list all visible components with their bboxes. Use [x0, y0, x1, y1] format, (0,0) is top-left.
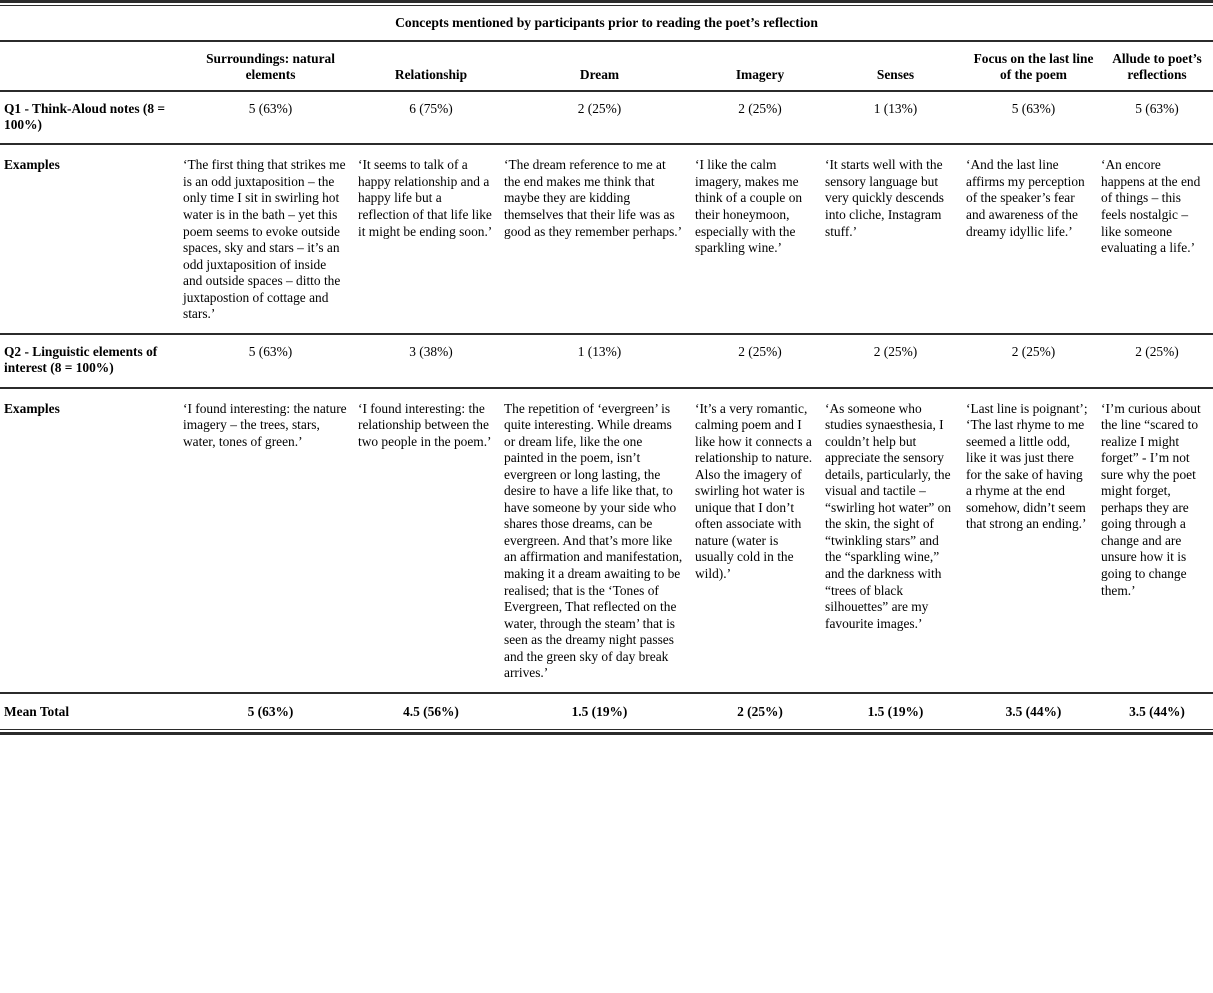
- cell-q1-imagery: 2 (25%): [738, 100, 782, 116]
- cell-q2-surroundings: 5 (63%): [248, 343, 293, 359]
- table-row-mean-total: [0, 694, 1213, 729]
- column-header-senses: Senses: [876, 67, 915, 83]
- cell-mean-surroundings: 5 (63%): [247, 703, 294, 719]
- column-header-relationship: Relationship: [394, 67, 468, 83]
- cell-q2-relationship: 3 (38%): [409, 343, 453, 359]
- cell-q2ex-senses: ‘As someone who studies synaesthesia, I couldn’t help but appreciate the sensory details, particularly, the visual and tactile – “swirling hot water” on the skin, the sight of “twinkling stars” and the “sparkling wine,” and the darkness with “trees of black silhouettes” are my favourite images.’: [825, 400, 952, 631]
- row-label-q1-examples: Examples: [4, 157, 60, 173]
- row-label-mean-total: Mean Total: [4, 703, 70, 719]
- table-header-row: [0, 42, 1213, 90]
- cell-mean-allude: 3.5 (44%): [1129, 703, 1185, 719]
- cell-q2-senses: 2 (25%): [873, 343, 918, 359]
- cell-mean-focus-last-line: 3.5 (44%): [1005, 703, 1062, 719]
- row-label-q1: Q1 - Think-Aloud notes (8 = 100%): [4, 100, 166, 133]
- rule-bottom-thin: [0, 729, 1213, 730]
- cell-q1-dream: 2 (25%): [577, 100, 622, 116]
- cell-q1ex-dream: ‘The dream reference to me at the end makes me think that maybe they are kidding themselves that their life was as good as they remember perhaps.’: [504, 157, 683, 239]
- column-header-dream: Dream: [579, 67, 620, 83]
- cell-q1ex-relationship: ‘It seems to talk of a happy relationship and a happy life but a reflection of that life like it might be ending soon.’: [358, 157, 493, 239]
- cell-q2-allude: 2 (25%): [1135, 343, 1179, 359]
- cell-mean-dream: 1.5 (19%): [571, 703, 628, 719]
- cell-q1-allude: 5 (63%): [1135, 100, 1179, 116]
- column-header-allude-poet-reflections: Allude to poet’s reflections: [1112, 51, 1202, 83]
- cell-q1-relationship: 6 (75%): [409, 100, 453, 116]
- cell-q1ex-allude: ‘An encore happens at the end of things – this feels nostalgic – like someone evaluating a life.’: [1101, 157, 1201, 256]
- cell-q2-dream: 1 (13%): [577, 343, 622, 359]
- column-header-imagery: Imagery: [735, 67, 785, 83]
- rule-top-thick: [0, 0, 1213, 3]
- cell-q2-imagery: 2 (25%): [738, 343, 782, 359]
- row-label-q2: Q2 - Linguistic elements of interest (8 = 100%): [4, 343, 158, 376]
- cell-q1ex-focus-last-line: ‘And the last line affirms my perception of the speaker’s fear and awareness of the dreamy idyllic life.’: [966, 157, 1085, 239]
- cell-q1ex-senses: ‘It starts well with the sensory language but very quickly descends into cliche, Instagram stuff.’: [825, 157, 944, 239]
- table-row-q2-stats: [0, 335, 1213, 387]
- cell-q2ex-relationship: ‘I found interesting: the relationship between the two people in the poem.’: [358, 400, 492, 449]
- cell-q1ex-imagery: ‘I like the calm imagery, makes me think of a couple on their honeymoon, especially with the sparkling wine.’: [695, 157, 803, 256]
- table-title: Concepts mentioned by participants prior to reading the poet’s reflection: [395, 15, 818, 30]
- cell-q1-surroundings: 5 (63%): [248, 100, 293, 116]
- concepts-table: [0, 42, 1213, 729]
- rule-bottom-thick: [0, 732, 1213, 735]
- cell-q1-focus-last-line: 5 (63%): [1011, 100, 1056, 116]
- row-label-q2-examples: Examples: [4, 400, 60, 416]
- cell-mean-relationship: 4.5 (56%): [403, 703, 459, 719]
- cell-q2ex-focus-last-line: ‘Last line is poignant’; ‘The last rhyme to me seemed a little odd, like it was just there for the sake of having a rhyme at the end somehow, didn’t seem that strong an ending.’: [966, 400, 1088, 532]
- cell-q2-focus-last-line: 2 (25%): [1011, 343, 1056, 359]
- cell-q2ex-surroundings: ‘I found interesting: the nature imagery – the trees, stars, water, tones of green.’: [183, 400, 347, 449]
- table-row-q1-stats: [0, 92, 1213, 144]
- cell-q1-senses: 1 (13%): [873, 100, 918, 116]
- table-row-q2-examples: [0, 389, 1213, 692]
- table-row-q1-examples: [0, 145, 1213, 332]
- cell-q2ex-imagery: ‘It’s a very romantic, calming poem and I like how it connects a relationship to nature. Also the imagery of swirling hot water is unique that I don’t often associate with nature (water is usually cold in the wild).’: [695, 400, 813, 581]
- header-row-label: [0, 42, 183, 90]
- column-header-focus-last-line: Focus on the last line of the poem: [973, 51, 1094, 83]
- cell-q2ex-dream: The repetition of ‘evergreen’ is quite interesting. While dreams or dream life, like the one painted in the poem, isn’t evergreen or long lasting, the desire to have a life like that, to have someone by your side who shares those dreams, can be evergreen. And that’s more like an affirmation and manifestation, making it a dream awaiting to be realised; that is the ‘Tones of Evergreen, That reflected on the water, through the steam’ that is seen as the dreamy night passes and the green sky of day break arrives.’: [504, 400, 683, 681]
- cell-mean-imagery: 2 (25%): [737, 703, 783, 719]
- column-header-surroundings: Surroundings: natural elements: [206, 51, 335, 83]
- cell-q2ex-allude: ‘I’m curious about the line “scared to realize I might forget” - I’m not sure why the poet might forget, perhaps they are going through a change and are unsure how it is going to change them.’: [1101, 400, 1201, 598]
- cell-q1ex-surroundings: ‘The first thing that strikes me is an odd juxtaposition – the only time I sit in swirling hot water is in the bath – yet this poem seems to evoke outside spaces, sky and stars – it’s an odd juxtaposition of inside and outside spaces – ditto the juxtapostion of cottage and stars.’: [183, 157, 346, 322]
- cell-mean-senses: 1.5 (19%): [867, 703, 924, 719]
